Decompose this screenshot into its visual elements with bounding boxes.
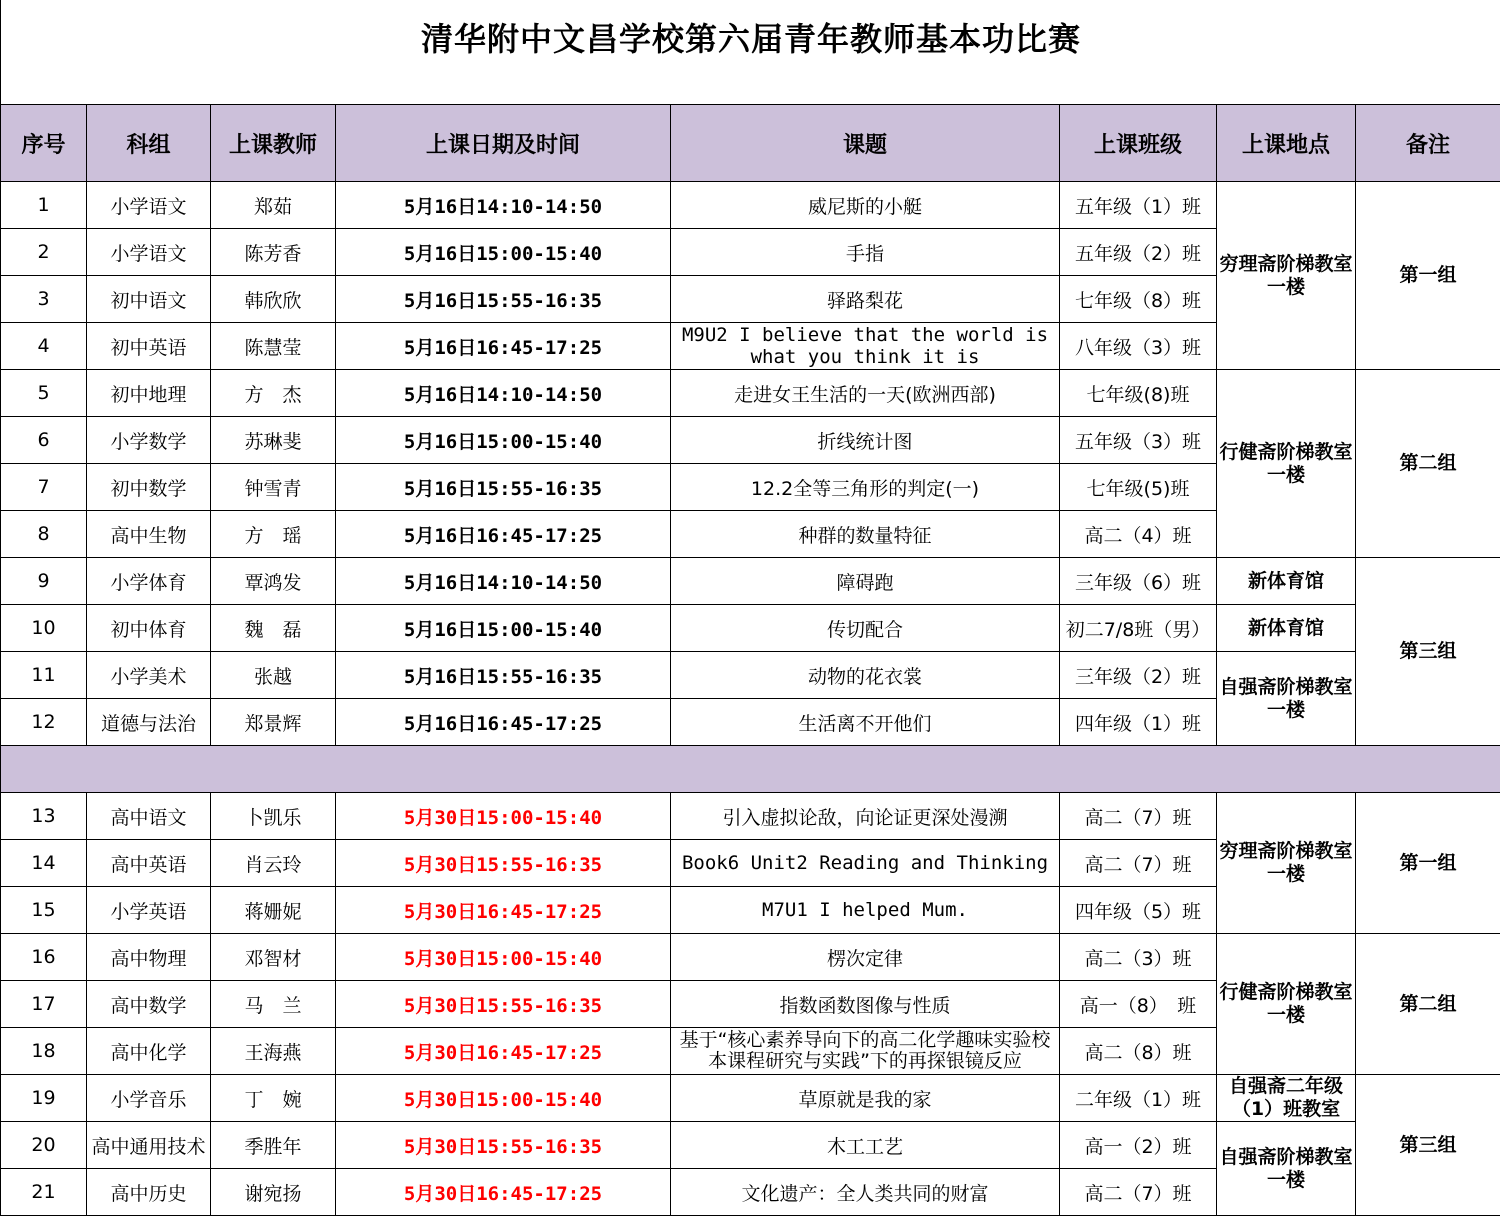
cell-place: 新体育馆 bbox=[1217, 558, 1356, 605]
cell-teacher: 季胜年 bbox=[211, 1122, 336, 1169]
cell-topic: 驿路梨花 bbox=[671, 276, 1060, 323]
cell-no: 3 bbox=[1, 276, 87, 323]
cell-subject: 小学数学 bbox=[87, 417, 211, 464]
cell-teacher: 韩欣欣 bbox=[211, 276, 336, 323]
cell-time: 5月16日14:10-14:50 bbox=[336, 182, 671, 229]
cell-class: 高一（2）班 bbox=[1060, 1122, 1217, 1169]
cell-teacher: 张越 bbox=[211, 652, 336, 699]
cell-no: 15 bbox=[1, 887, 87, 934]
cell-no: 20 bbox=[1, 1122, 87, 1169]
cell-subject: 初中语文 bbox=[87, 276, 211, 323]
cell-teacher: 丁 婉 bbox=[211, 1075, 336, 1122]
cell-topic: 文化遗产：全人类共同的财富 bbox=[671, 1169, 1060, 1216]
cell-class: 五年级（3）班 bbox=[1060, 417, 1217, 464]
cell-subject: 高中化学 bbox=[87, 1028, 211, 1075]
cell-time: 5月30日15:00-15:40 bbox=[336, 1075, 671, 1122]
cell-teacher: 魏 磊 bbox=[211, 605, 336, 652]
cell-group: 第三组 bbox=[1356, 1075, 1500, 1216]
cell-time: 5月16日16:45-17:25 bbox=[336, 511, 671, 558]
cell-topic: 折线统计图 bbox=[671, 417, 1060, 464]
cell-subject: 小学语文 bbox=[87, 182, 211, 229]
schedule-table bbox=[0, 104, 1500, 1216]
table-row bbox=[1, 605, 1500, 652]
cell-class: 八年级（3）班 bbox=[1060, 323, 1217, 370]
cell-topic: 走进女王生活的一天(欧洲西部) bbox=[671, 370, 1060, 417]
cell-class: 高一（8） 班 bbox=[1060, 981, 1217, 1028]
cell-teacher: 方 杰 bbox=[211, 370, 336, 417]
separator-row bbox=[1, 746, 1500, 793]
cell-group: 第三组 bbox=[1356, 558, 1500, 746]
cell-class: 四年级（5）班 bbox=[1060, 887, 1217, 934]
cell-no: 21 bbox=[1, 1169, 87, 1216]
cell-class: 四年级（1）班 bbox=[1060, 699, 1217, 746]
cell-teacher: 郑景辉 bbox=[211, 699, 336, 746]
cell-subject: 高中语文 bbox=[87, 793, 211, 840]
separator-cell bbox=[1, 746, 1500, 793]
cell-teacher: 马 兰 bbox=[211, 981, 336, 1028]
cell-time: 5月30日15:55-16:35 bbox=[336, 840, 671, 887]
cell-place: 行健斋阶梯教室一楼 bbox=[1217, 934, 1356, 1075]
cell-class: 高二（4）班 bbox=[1060, 511, 1217, 558]
cell-time: 5月30日15:00-15:40 bbox=[336, 793, 671, 840]
cell-subject: 小学体育 bbox=[87, 558, 211, 605]
header-time: 上课日期及时间 bbox=[336, 105, 671, 182]
cell-no: 17 bbox=[1, 981, 87, 1028]
cell-subject: 高中物理 bbox=[87, 934, 211, 981]
table-row bbox=[1, 793, 1500, 840]
cell-class: 二年级（1）班 bbox=[1060, 1075, 1217, 1122]
cell-topic: 威尼斯的小艇 bbox=[671, 182, 1060, 229]
cell-topic: 种群的数量特征 bbox=[671, 511, 1060, 558]
cell-teacher: 陈慧莹 bbox=[211, 323, 336, 370]
cell-topic: 12.2全等三角形的判定(一) bbox=[671, 464, 1060, 511]
page-title: 清华附中文昌学校第六届青年教师基本功比赛 bbox=[420, 20, 1081, 58]
cell-subject: 初中英语 bbox=[87, 323, 211, 370]
cell-no: 16 bbox=[1, 934, 87, 981]
cell-group: 第二组 bbox=[1356, 370, 1500, 558]
cell-topic: 木工工艺 bbox=[671, 1122, 1060, 1169]
cell-place: 新体育馆 bbox=[1217, 605, 1356, 652]
cell-no: 10 bbox=[1, 605, 87, 652]
cell-class: 高二（7）班 bbox=[1060, 840, 1217, 887]
cell-teacher: 王海燕 bbox=[211, 1028, 336, 1075]
cell-class: 高二（3）班 bbox=[1060, 934, 1217, 981]
cell-subject: 小学音乐 bbox=[87, 1075, 211, 1122]
table-row bbox=[1, 934, 1500, 981]
cell-class: 高二（7）班 bbox=[1060, 793, 1217, 840]
table-row bbox=[1, 182, 1500, 229]
cell-topic: 引入虚拟论敌，向论证更深处漫溯 bbox=[671, 793, 1060, 840]
header-teacher: 上课教师 bbox=[211, 105, 336, 182]
cell-topic: 草原就是我的家 bbox=[671, 1075, 1060, 1122]
cell-group: 第一组 bbox=[1356, 793, 1500, 934]
cell-topic: 基于“核心素养导向下的高二化学趣味实验校本课程研究与实践”下的再探银镜反应 bbox=[671, 1028, 1060, 1075]
cell-teacher: 苏琳斐 bbox=[211, 417, 336, 464]
cell-teacher: 肖云玲 bbox=[211, 840, 336, 887]
cell-class: 七年级（8）班 bbox=[1060, 276, 1217, 323]
cell-class: 五年级（1）班 bbox=[1060, 182, 1217, 229]
cell-no: 7 bbox=[1, 464, 87, 511]
cell-no: 5 bbox=[1, 370, 87, 417]
cell-subject: 小学英语 bbox=[87, 887, 211, 934]
cell-class: 高二（8）班 bbox=[1060, 1028, 1217, 1075]
cell-no: 4 bbox=[1, 323, 87, 370]
cell-class: 初二7/8班（男） bbox=[1060, 605, 1217, 652]
cell-topic: M9U2 I believe that the world is what you think it is bbox=[671, 323, 1060, 370]
table-row bbox=[1, 558, 1500, 605]
cell-time: 5月16日14:10-14:50 bbox=[336, 558, 671, 605]
cell-subject: 初中地理 bbox=[87, 370, 211, 417]
cell-teacher: 卜凯乐 bbox=[211, 793, 336, 840]
cell-class: 高二（7）班 bbox=[1060, 1169, 1217, 1216]
cell-time: 5月30日16:45-17:25 bbox=[336, 1169, 671, 1216]
cell-no: 12 bbox=[1, 699, 87, 746]
cell-place: 穷理斋阶梯教室一楼 bbox=[1217, 182, 1356, 370]
cell-place: 自强斋二年级（1）班教室 bbox=[1217, 1075, 1356, 1122]
cell-place: 行健斋阶梯教室一楼 bbox=[1217, 370, 1356, 558]
cell-subject: 高中历史 bbox=[87, 1169, 211, 1216]
cell-time: 5月16日15:55-16:35 bbox=[336, 464, 671, 511]
cell-time: 5月16日14:10-14:50 bbox=[336, 370, 671, 417]
cell-no: 13 bbox=[1, 793, 87, 840]
header-note: 备注 bbox=[1356, 105, 1500, 182]
cell-subject: 高中数学 bbox=[87, 981, 211, 1028]
cell-no: 6 bbox=[1, 417, 87, 464]
cell-teacher: 蒋姗妮 bbox=[211, 887, 336, 934]
cell-no: 8 bbox=[1, 511, 87, 558]
cell-time: 5月30日16:45-17:25 bbox=[336, 887, 671, 934]
header-class: 上课班级 bbox=[1060, 105, 1217, 182]
cell-no: 18 bbox=[1, 1028, 87, 1075]
cell-subject: 小学美术 bbox=[87, 652, 211, 699]
cell-topic: 楞次定律 bbox=[671, 934, 1060, 981]
cell-subject: 高中生物 bbox=[87, 511, 211, 558]
header-subject: 科组 bbox=[87, 105, 211, 182]
cell-subject: 小学语文 bbox=[87, 229, 211, 276]
cell-subject: 高中通用技术 bbox=[87, 1122, 211, 1169]
cell-time: 5月16日15:55-16:35 bbox=[336, 652, 671, 699]
cell-teacher: 钟雪青 bbox=[211, 464, 336, 511]
cell-topic: 手指 bbox=[671, 229, 1060, 276]
cell-no: 2 bbox=[1, 229, 87, 276]
title-bar bbox=[0, 0, 1500, 104]
cell-no: 11 bbox=[1, 652, 87, 699]
cell-class: 三年级（6）班 bbox=[1060, 558, 1217, 605]
cell-topic: Book6 Unit2 Reading and Thinking bbox=[671, 840, 1060, 887]
cell-group: 第一组 bbox=[1356, 182, 1500, 370]
cell-class: 三年级（2）班 bbox=[1060, 652, 1217, 699]
cell-subject: 初中数学 bbox=[87, 464, 211, 511]
cell-topic: 传切配合 bbox=[671, 605, 1060, 652]
cell-teacher: 覃鸿发 bbox=[211, 558, 336, 605]
header-row bbox=[1, 105, 1500, 182]
cell-class: 七年级(8)班 bbox=[1060, 370, 1217, 417]
cell-time: 5月30日15:00-15:40 bbox=[336, 934, 671, 981]
table-row bbox=[1, 652, 1500, 699]
table-row bbox=[1, 1075, 1500, 1122]
cell-subject: 高中英语 bbox=[87, 840, 211, 887]
cell-group: 第二组 bbox=[1356, 934, 1500, 1075]
cell-no: 9 bbox=[1, 558, 87, 605]
cell-teacher: 谢宛扬 bbox=[211, 1169, 336, 1216]
cell-time: 5月30日15:55-16:35 bbox=[336, 1122, 671, 1169]
cell-time: 5月16日16:45-17:25 bbox=[336, 699, 671, 746]
cell-time: 5月16日15:00-15:40 bbox=[336, 417, 671, 464]
cell-class: 五年级（2）班 bbox=[1060, 229, 1217, 276]
cell-place: 自强斋阶梯教室一楼 bbox=[1217, 1122, 1356, 1216]
cell-time: 5月16日15:00-15:40 bbox=[336, 605, 671, 652]
cell-no: 1 bbox=[1, 182, 87, 229]
cell-no: 19 bbox=[1, 1075, 87, 1122]
cell-class: 七年级(5)班 bbox=[1060, 464, 1217, 511]
cell-topic: 指数函数图像与性质 bbox=[671, 981, 1060, 1028]
header-place: 上课地点 bbox=[1217, 105, 1356, 182]
cell-time: 5月16日15:00-15:40 bbox=[336, 229, 671, 276]
cell-topic: 障碍跑 bbox=[671, 558, 1060, 605]
table-row bbox=[1, 1122, 1500, 1169]
cell-subject: 道德与法治 bbox=[87, 699, 211, 746]
cell-no: 14 bbox=[1, 840, 87, 887]
table-row bbox=[1, 370, 1500, 417]
cell-teacher: 陈芳香 bbox=[211, 229, 336, 276]
cell-time: 5月16日15:55-16:35 bbox=[336, 276, 671, 323]
cell-teacher: 邓智材 bbox=[211, 934, 336, 981]
cell-teacher: 郑茹 bbox=[211, 182, 336, 229]
header-topic: 课题 bbox=[671, 105, 1060, 182]
cell-time: 5月16日16:45-17:25 bbox=[336, 323, 671, 370]
header-no: 序号 bbox=[1, 105, 87, 182]
cell-topic: 动物的花衣裳 bbox=[671, 652, 1060, 699]
cell-topic: M7U1 I helped Mum. bbox=[671, 887, 1060, 934]
cell-topic: 生活离不开他们 bbox=[671, 699, 1060, 746]
cell-time: 5月30日15:55-16:35 bbox=[336, 981, 671, 1028]
cell-place: 穷理斋阶梯教室一楼 bbox=[1217, 793, 1356, 934]
cell-place: 自强斋阶梯教室一楼 bbox=[1217, 652, 1356, 746]
cell-time: 5月30日16:45-17:25 bbox=[336, 1028, 671, 1075]
cell-teacher: 方 瑶 bbox=[211, 511, 336, 558]
cell-subject: 初中体育 bbox=[87, 605, 211, 652]
